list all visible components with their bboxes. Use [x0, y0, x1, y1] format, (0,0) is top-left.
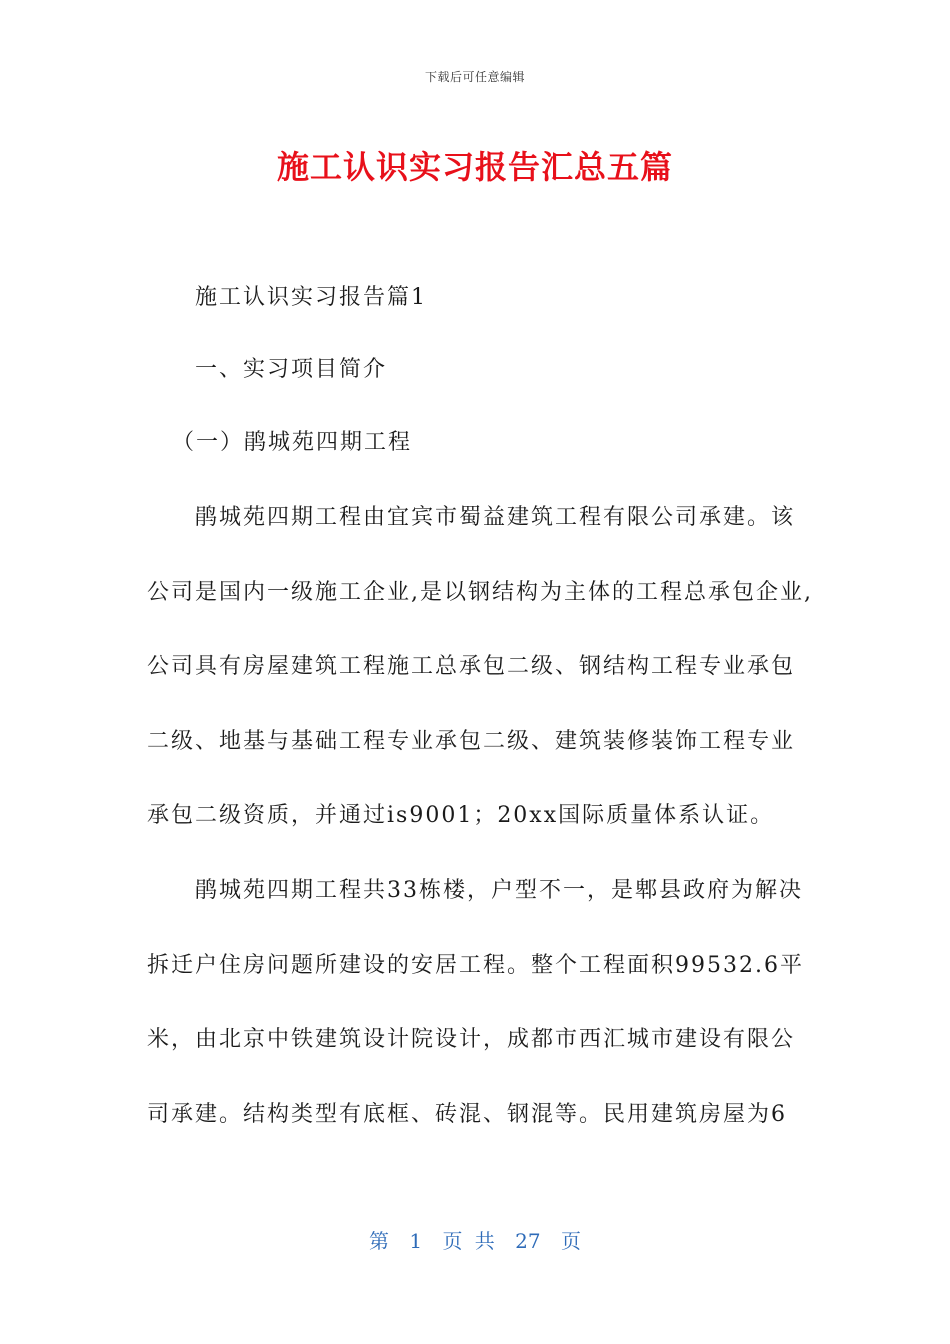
paragraph-line: 承包二级资质，并通过is9001；20xx国际质量体系认证。	[147, 803, 775, 828]
section-heading: 施工认识实习报告篇1	[195, 285, 427, 310]
footer-prefix: 第	[369, 1229, 389, 1253]
subsection-heading: 一、实习项目简介	[195, 357, 388, 382]
header-note: 下载后可任意编辑	[424, 70, 525, 84]
paragraph-line: 拆迁户住房问题所建设的安居工程。整个工程面积99532.6平	[147, 953, 804, 978]
paragraph-line: 二级、地基与基础工程专业承包二级、建筑装修装饰工程专业	[147, 729, 796, 754]
paragraph-line: 公司是国内一级施工企业,是以钢结构为主体的工程总承包企业,	[147, 580, 813, 605]
paragraph-line: 鹃城苑四期工程共33栋楼，户型不一，是郫县政府为解决	[195, 878, 803, 903]
paragraph-line: 鹃城苑四期工程由宜宾市蜀益建筑工程有限公司承建。该	[195, 505, 796, 530]
paragraph-line: 公司具有房屋建筑工程施工总承包二级、钢结构工程专业承包	[147, 654, 796, 679]
footer-suffix: 页	[560, 1229, 581, 1253]
sub-subsection-heading: （一）鹃城苑四期工程	[172, 430, 413, 455]
footer-page-number: 1	[409, 1229, 423, 1253]
page-footer	[0, 1225, 950, 1254]
paragraph-line: 司承建。结构类型有底框、砖混、钢混等。民用建筑房屋为6	[147, 1102, 787, 1127]
paragraph-line: 米，由北京中铁建筑设计院设计，成都市西汇城市建设有限公	[147, 1027, 796, 1052]
footer-middle: 页 共	[442, 1229, 495, 1253]
document-title: 施工认识实习报告汇总五篇	[276, 148, 673, 186]
footer-total-pages: 27	[515, 1229, 541, 1253]
